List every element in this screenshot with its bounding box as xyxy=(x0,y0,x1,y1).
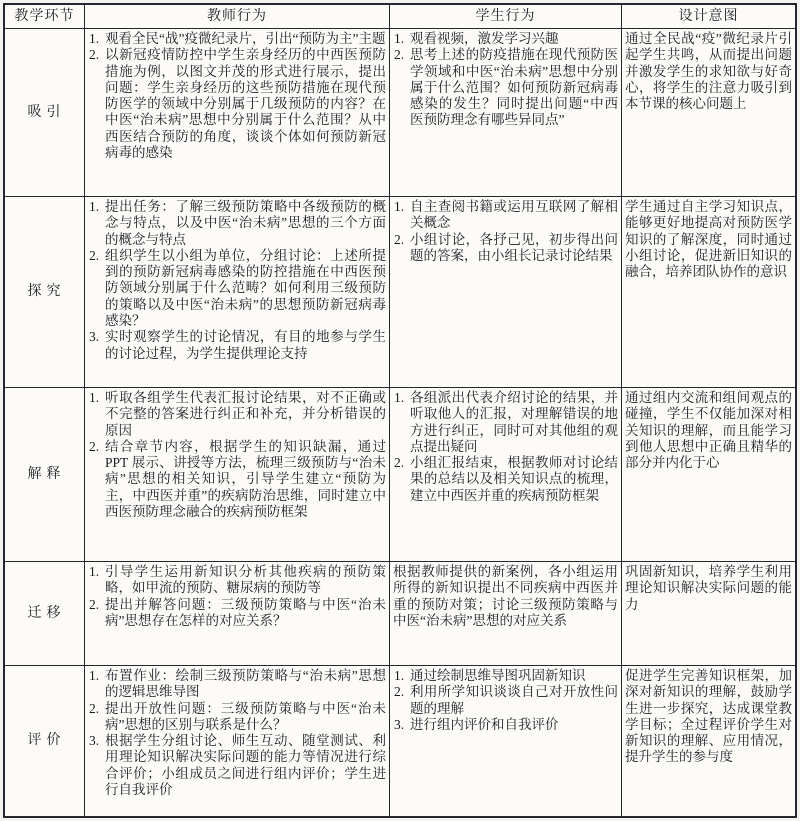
teacher-item xyxy=(88,248,386,329)
teacher-behavior-cell xyxy=(85,666,390,816)
item-text: 观看视频，激发学习兴趣 xyxy=(410,31,559,46)
item-text: 根据学生分组讨论、师生互动、随堂测试、利用理论知识解决实际问题的能力等情况进行综合评价；小组成员之间进行组内评价；学生进行自我评价 xyxy=(105,733,386,798)
item-number: 2. xyxy=(89,47,100,63)
header-design-intent: 设计意图 xyxy=(622,5,795,29)
teacher-item xyxy=(88,390,386,439)
teacher-item xyxy=(88,668,386,701)
teacher-behavior-cell xyxy=(85,197,390,388)
item-number: 1. xyxy=(394,31,405,46)
item-number: 1. xyxy=(89,564,100,579)
item-text: 思考上述的防疫措施在现代预防医学领域和中医“治未病”思想中分别属于什么范围？如何预防新冠病毒感染的发生？同时提出问题“中西医预防理念有哪些异同点” xyxy=(410,47,618,128)
item-number: 1. xyxy=(89,199,100,214)
student-behavior-cell xyxy=(390,197,622,388)
item-number: 2. xyxy=(394,684,405,700)
item-text: 提出并解答问题：三级预防策略与中医“治未病”思想存在怎样的对应关系？ xyxy=(105,596,386,628)
item-text: 听取各组学生代表汇报讨论结果，对不正确或不完整的答案进行纠正和补充，并分析错误的原因 xyxy=(105,390,386,438)
item-text: 结合章节内容，根据学生的知识缺漏，通过 PPT 展示、讲授等方法，梳理三级预防与“治未病”思想的相关知识，引导学生建立“预防为主，中西医并重”的疾病防治思维，同时建立中西医预防理念融合的疾病预防框架 xyxy=(105,438,386,520)
student-behavior-cell xyxy=(390,29,622,197)
item-text: 自主查阅书籍或运用互联网了解相关概念 xyxy=(410,199,618,231)
item-text: 以新冠疫情防控中学生亲身经历的中西医预防措施为例，以图文并茂的形式进行展示，提出问题：学生亲身经历的这些预防措施在现代预防医学的领域中分别属于几级预防的内容？在中医“治未病”思想中分别属于什么范围？从中西医结合预防的角度，谈谈个体如何预防新冠病毒的感染 xyxy=(105,47,386,161)
item-text: 组织学生以小组为单位，分组讨论：上述所提到的预防新冠病毒感染的防控措施在中西医预防领域分别属于什么范畴？如何利用三级预防的策略以及中医“治未病”的思想预防新冠病毒感染？ xyxy=(105,247,386,329)
teacher-item xyxy=(88,439,386,520)
item-text: 通过绘制思维导图巩固新知识 xyxy=(410,668,586,683)
item-text: 小组讨论，各抒己见，初步得出问题的答案，由小组长记录讨论结果 xyxy=(410,231,618,263)
student-item xyxy=(393,199,618,232)
teacher-item xyxy=(88,199,386,248)
teacher-item xyxy=(88,329,386,362)
item-text: 提出任务：了解三级预防策略中各级预防的概念与特点，以及中医“治未病”思想的三个方面的概念与特点 xyxy=(105,199,386,247)
teacher-item xyxy=(88,597,386,630)
student-behavior-cell xyxy=(390,388,622,562)
intent-text: 学生通过自主学习知识点，能够更好地提高对预防医学知识的了解深度，同时通过小组讨论，促进新旧知识的融合，培养团队协作的意识 xyxy=(625,199,792,280)
item-number: 3. xyxy=(89,329,100,345)
item-number: 2. xyxy=(394,455,405,471)
item-number: 2. xyxy=(89,596,100,612)
header-student-behavior: 学生行为 xyxy=(390,5,622,29)
item-number: 2. xyxy=(89,247,100,263)
item-number: 1. xyxy=(394,390,405,405)
teacher-behavior-cell xyxy=(85,562,390,666)
item-text: 布置作业：绘制三级预防策略与“治未病”思想的逻辑思维导图 xyxy=(105,668,386,700)
item-number: 2. xyxy=(89,438,100,454)
phase-label: 解释 xyxy=(27,466,66,482)
phase-label: 迁移 xyxy=(27,605,66,621)
student-item xyxy=(393,717,618,733)
item-number: 2. xyxy=(394,47,405,63)
item-number: 2. xyxy=(89,700,100,716)
student-item xyxy=(393,390,618,455)
student-item xyxy=(393,684,618,717)
phase-label: 评价 xyxy=(27,733,66,749)
item-text: 小组汇报结束，根据教师对讨论结果的总结以及相关知识点的梳理，建立中西医并重的疾病预防框架 xyxy=(410,455,618,503)
item-number: 1. xyxy=(89,390,100,405)
phase-cell xyxy=(5,562,85,666)
item-text: 观看全民“战”疫微纪录片，引出“预防为主”主题 xyxy=(105,31,386,46)
teacher-item xyxy=(88,31,386,47)
design-intent-cell xyxy=(622,197,795,388)
item-text: 各组派出代表介绍讨论的结果，并听取他人的汇报，对理解错误的地方进行纠正，同时可对其他组的观点提出疑问 xyxy=(410,390,618,454)
item-text: 提出开放性问题：三级预防策略与中医“治未病”思想的区别与联系是什么？ xyxy=(105,700,386,732)
item-number: 1. xyxy=(394,199,405,214)
item-number: 1. xyxy=(89,31,100,46)
student-text: 根据教师提供的新案例，各小组运用所得的新知识提出不同疾病中西医并重的预防对策；讨论三级预防策略与中医“治未病”思想的对应关系 xyxy=(393,564,618,628)
item-number: 3. xyxy=(394,716,405,732)
design-intent-cell xyxy=(622,666,795,816)
teacher-item xyxy=(88,701,386,734)
phase-label: 探究 xyxy=(27,284,66,300)
intent-text: 巩固新知识，培养学生利用理论知识解决实际问题的能力 xyxy=(625,564,792,612)
item-number: 2. xyxy=(394,231,405,247)
student-behavior-cell xyxy=(390,666,622,816)
student-item xyxy=(393,668,618,684)
teacher-item xyxy=(88,733,386,798)
item-number: 1. xyxy=(394,668,405,683)
design-intent-cell xyxy=(622,388,795,562)
student-behavior-cell xyxy=(390,562,622,666)
phase-label: 吸引 xyxy=(27,104,66,120)
phase-cell xyxy=(5,197,85,388)
teacher-item xyxy=(88,47,386,161)
design-intent-cell xyxy=(622,562,795,666)
phase-cell xyxy=(5,666,85,816)
item-number: 1. xyxy=(89,668,100,683)
item-text: 引导学生运用新知识分析其他疾病的预防策略，如甲流的预防、糖尿病的预防等 xyxy=(105,564,386,596)
lesson-plan-table xyxy=(3,3,797,818)
item-text: 进行组内评价和自我评价 xyxy=(410,716,559,732)
phase-cell xyxy=(5,29,85,197)
teacher-behavior-cell xyxy=(85,388,390,562)
item-number: 3. xyxy=(89,733,100,749)
item-text: 实时观察学生的讨论情况，有目的地参与学生的讨论过程，为学生提供理论支持 xyxy=(105,329,386,361)
teacher-behavior-cell xyxy=(85,29,390,197)
design-intent-cell xyxy=(622,29,795,197)
student-item xyxy=(393,232,618,265)
intent-text: 通过组内交流和组间观点的碰撞，学生不仅能加深对相关知识的理解，而且能学习到他人思想中正确且精华的部分并内化于心 xyxy=(625,390,792,471)
student-item xyxy=(393,455,618,504)
phase-cell xyxy=(5,388,85,562)
item-text: 利用所学知识谈谈自己对开放性问题的理解 xyxy=(410,684,618,716)
student-item xyxy=(393,31,618,47)
teacher-item xyxy=(88,564,386,597)
header-teaching-phase: 教学环节 xyxy=(5,5,85,29)
header-teacher-behavior: 教师行为 xyxy=(85,5,390,29)
intent-text: 通过全民战“疫”微纪录片引起学生共鸣，从而提出问题并激发学生的求知欲与好奇心，将学生的注意力吸引到本节课的核心问题上 xyxy=(625,31,792,112)
student-item xyxy=(393,47,618,128)
intent-text: 促进学生完善知识框架，加深对新知识的理解，鼓励学生进一步探究，达成课堂教学目标；全过程评价学生对新知识的理解、应用情况，提升学生的参与度 xyxy=(625,668,792,765)
